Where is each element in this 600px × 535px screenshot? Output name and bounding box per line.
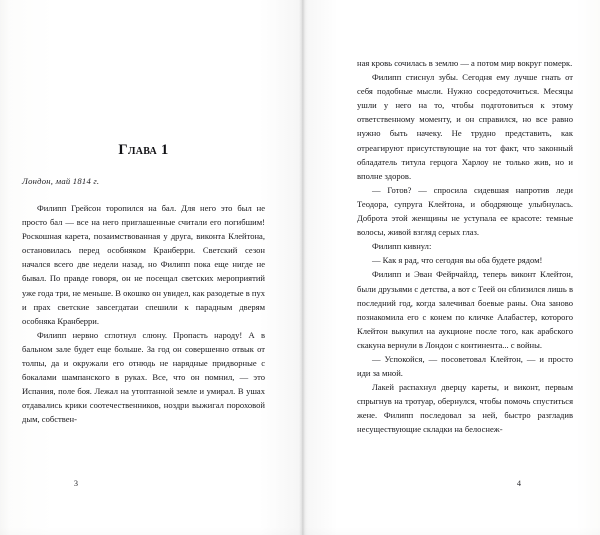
paragraph: Филипп и Эван Фейрчайлд, теперь виконт Клейтон, были друзьями с детства, а вот с Теей он сблизился лишь в последний год, когда залечивал боевые раны. Она заново познакомила его с конем по кличке Алабастер, которого Клейтон выкупил на аукционе после того, как арабского скакуна вернули в Лондон с континента... с войны. <box>357 269 573 350</box>
left-page-textblock <box>22 142 265 427</box>
right-page <box>302 0 600 535</box>
paragraph: — Готов? — спросила сидевшая напротив леди Теодора, супруга Клейтона, и ободряюще улыбнулась. Доброта этой женщины не уступала ее красоте: темные волосы, живой взгляд серых глаз. <box>357 184 573 238</box>
paragraph: Филипп стиснул зубы. Сегодня ему лучше гнать от себя подобные мысли. Нужно сосредоточиться. Месяцы ушли у него на то, чтобы подготовиться к этому ответственному моменту, и он справился, но все равно нужно быть начеку. Не трудно представить, как отреагируют присутствующие на тот факт, что законный обладатель титула герцога Харлоу не только жив, но и вполне здоров. <box>357 72 573 181</box>
page-number: 4 <box>516 479 522 488</box>
paragraph: Лакей распахнул дверцу кареты, и виконт, первым спрыгнув на тротуар, обернулся, чтобы помочь спуститься жене. Филипп последовал за ней, быстро разгладив несуществующие складки на белоснеж- <box>357 382 573 435</box>
chapter-title: Глава 1 <box>118 142 169 158</box>
dateline: Лондон, май 1814 г. <box>22 176 100 186</box>
paragraph: Филипп нервно сглотнул слюну. Пропасть народу! А в бальном зале будет еще больше. За год он совершенно отвык от толпы, да и окружали его отнюдь не нарядные придворные с бокалами шампанского в руках. Все, что он помнил, — это Испания, поле боя. Лежал на утоптанной земле и умирал. В ушах отдавались крики соотечественников, ноздри выжигал пороховой дым, собствен- <box>22 329 265 425</box>
paragraph: Филипп Грейсон торопился на бал. Для него это был не просто бал — все на него приглашенные считали его погибшим! Роскошная карета, позаимствованная у друга, виконта Клейтона, остановилась перед особняком Кранберри. Светский сезон начался всего две недели назад, но Филипп пока еще нигде не бывал. По правде говоря, он не посещал светских мероприятий уже года три, не меньше. В окошко он увидел, как разодетые в пух и прах светские завсегдатаи спешили к парадным дверям особняка Кранберри. <box>22 203 265 326</box>
paragraph: — Успокойся, — посоветовал Клейтон, — и просто иди за мной. <box>357 353 573 379</box>
right-page-textblock <box>357 56 573 437</box>
paragraph: ная кровь сочилась в землю — а потом мир вокруг померк. <box>357 58 573 68</box>
page-number: 3 <box>73 479 79 488</box>
paragraph: — Как я рад, что сегодня вы оба будете рядом! <box>372 255 543 266</box>
paragraph: Филипп кивнул: <box>372 241 432 252</box>
